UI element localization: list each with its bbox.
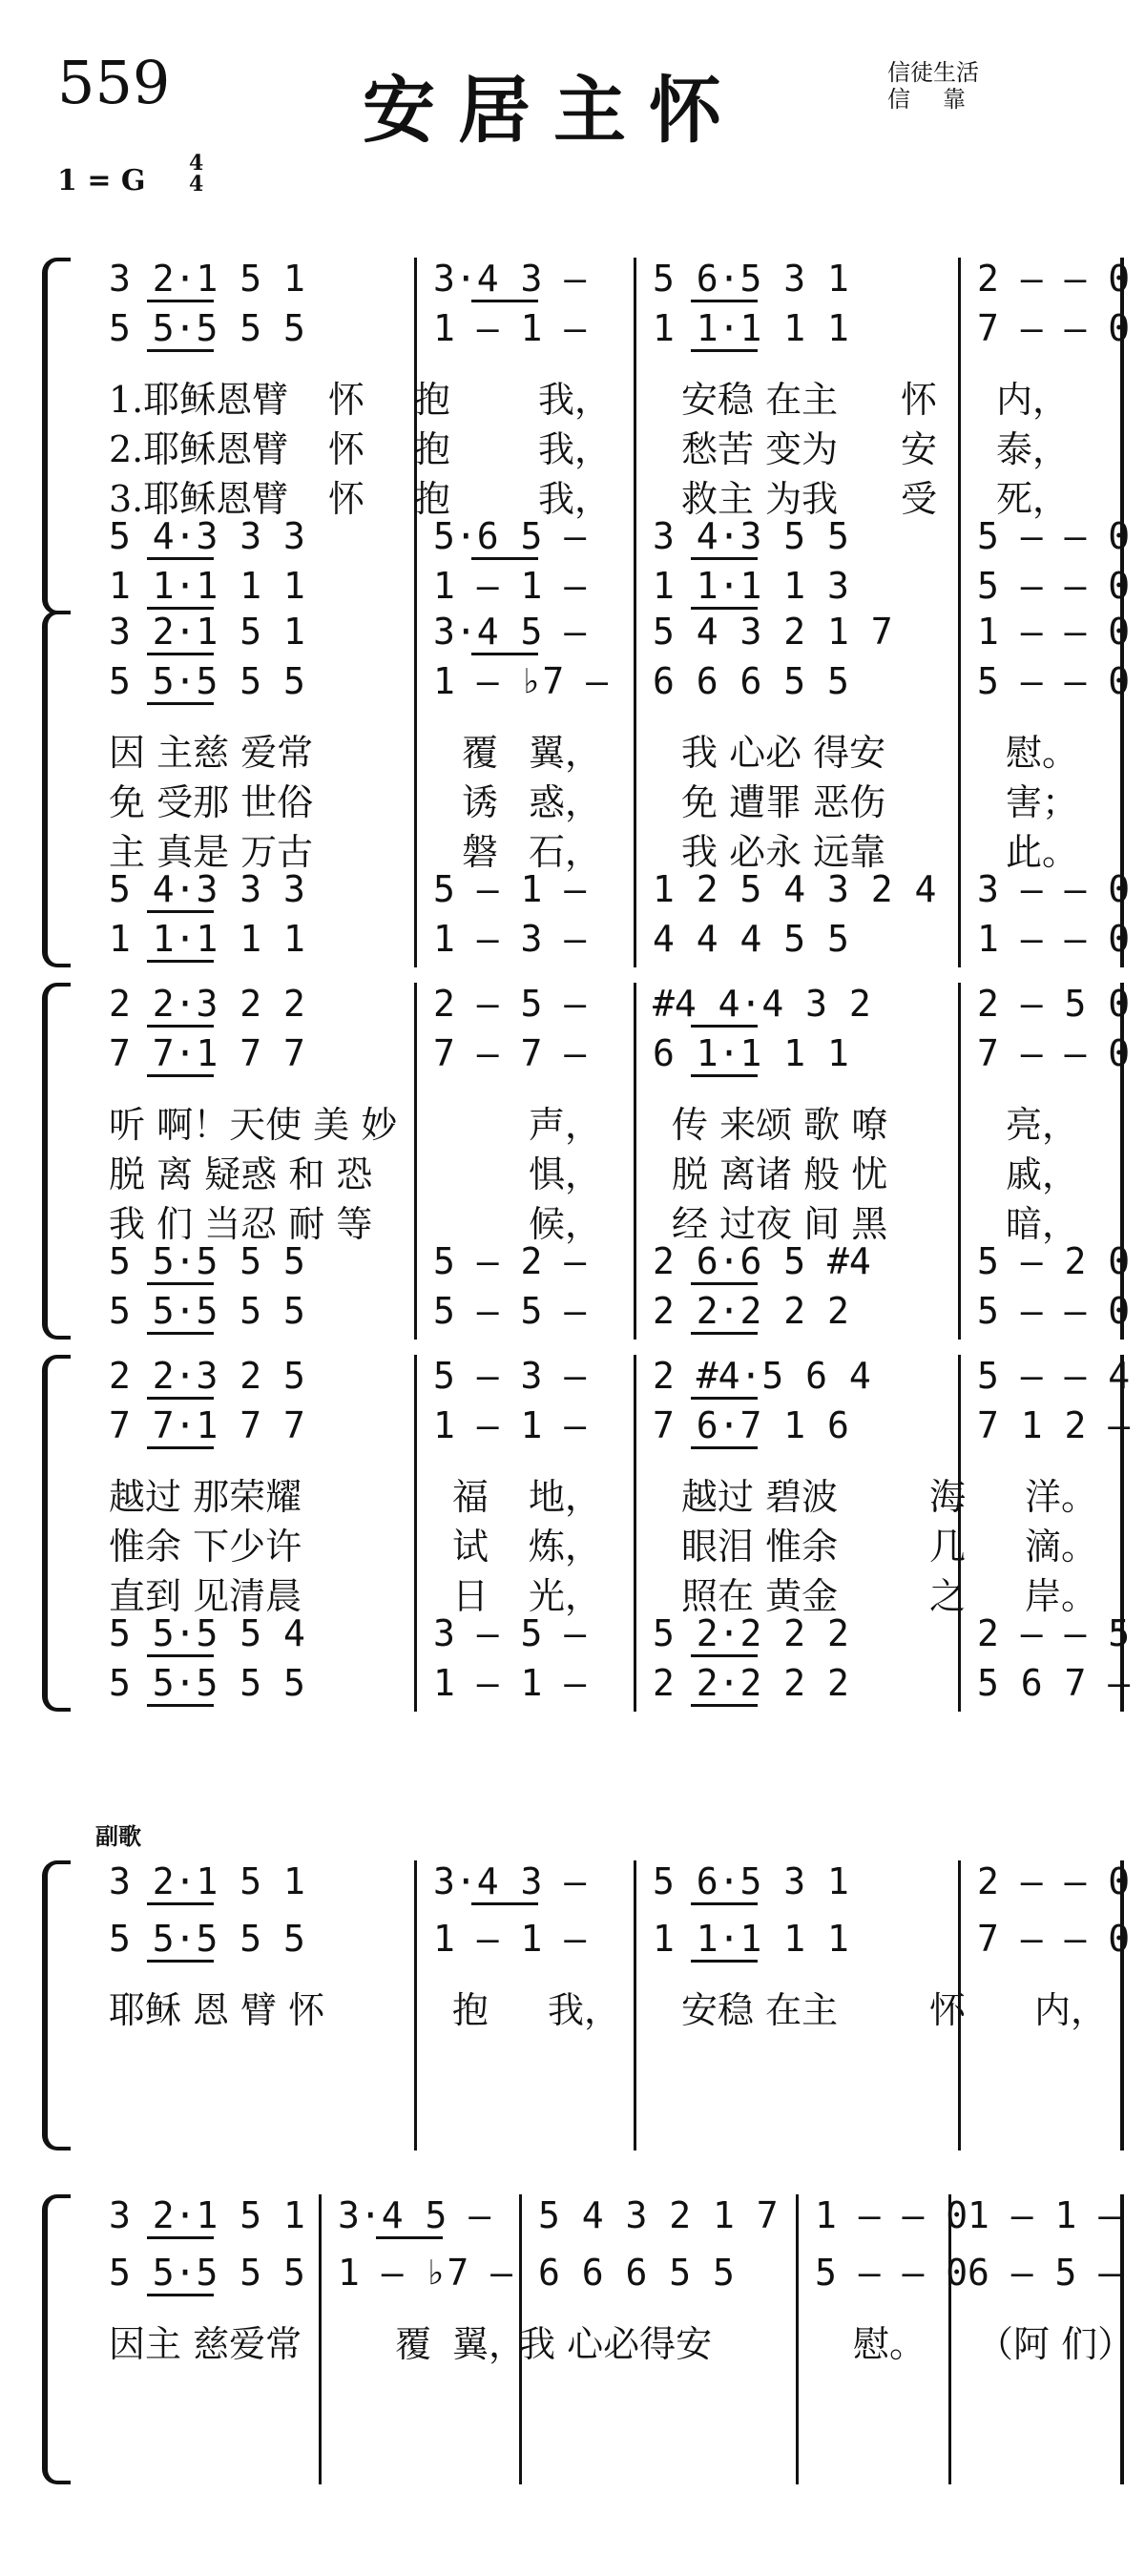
measure: 5 4·3 3 3 bbox=[109, 868, 305, 910]
lyric-segment: 滴。 bbox=[1025, 1526, 1098, 1568]
measure: 1 – – 0 bbox=[815, 2194, 968, 2236]
beam-underline bbox=[147, 2294, 214, 2296]
measure: 5 5·5 5 5 bbox=[109, 1662, 305, 1704]
measure: 2 – – 5 bbox=[977, 1612, 1131, 1654]
lyric-segment: 怀 bbox=[901, 379, 938, 421]
measure: 1 – 3 – bbox=[433, 918, 587, 960]
lyric-line bbox=[90, 1981, 1111, 2031]
measure: 6 6 6 5 5 bbox=[653, 660, 849, 702]
measure: 7 – – 0 bbox=[977, 1032, 1131, 1074]
lyric-segment: 诱 bbox=[462, 781, 499, 823]
notation-row bbox=[90, 2194, 1121, 2244]
measure: 1 – ♭7 – bbox=[338, 2252, 513, 2294]
beam-underline bbox=[691, 1960, 758, 1963]
measure: 3 2·1 5 1 bbox=[109, 258, 305, 300]
lyric-line bbox=[90, 1517, 1111, 1568]
lyric-line bbox=[90, 822, 1111, 873]
beam-underline bbox=[691, 1902, 758, 1905]
lyric-segment: 惟余 下少许 bbox=[109, 1526, 302, 1568]
measure: 1 – ♭7 – bbox=[433, 660, 609, 702]
beam-underline bbox=[376, 2236, 443, 2239]
measure: 1 1·1 1 1 bbox=[109, 918, 305, 960]
beam-underline bbox=[147, 300, 214, 302]
beam-underline bbox=[147, 1704, 214, 1707]
measure: 3 2·1 5 1 bbox=[109, 2194, 305, 2236]
beam-underline bbox=[471, 653, 538, 655]
measure: 1 – 1 – bbox=[433, 1662, 587, 1704]
measure: 5 6·5 3 1 bbox=[653, 258, 849, 300]
measure: 5 5·5 5 4 bbox=[109, 1612, 305, 1654]
music-system bbox=[42, 983, 1131, 1340]
lyric-line bbox=[90, 723, 1111, 774]
hymn-header bbox=[0, 0, 1145, 219]
lyric-segment: 我 们 当忍 耐 等 bbox=[109, 1203, 373, 1245]
lyric-line bbox=[90, 2315, 1135, 2365]
notation-row bbox=[90, 2252, 1121, 2301]
lyric-segment: 翼， bbox=[452, 2323, 526, 2365]
beam-underline bbox=[147, 702, 214, 705]
lyric-segment: 福 bbox=[452, 1476, 489, 1518]
credit-source: 信徒生活 bbox=[887, 59, 979, 86]
notation-row bbox=[90, 1612, 1131, 1662]
lyric-segment: 经 过夜 间 黑 bbox=[672, 1203, 888, 1245]
measure: 5 5·5 5 5 bbox=[109, 1290, 305, 1332]
lyric-segment: 我， bbox=[548, 1989, 621, 2031]
system-brace bbox=[42, 611, 71, 967]
lyric-segment: 石， bbox=[529, 831, 602, 873]
notation-row bbox=[90, 660, 1131, 710]
lyric-segment: 我 心必 得安 bbox=[681, 732, 886, 774]
measure: 6 6 6 5 5 bbox=[538, 2252, 735, 2294]
measure: 5 5·5 5 5 bbox=[109, 1918, 305, 1960]
lyric-segment: 越过 碧波 bbox=[681, 1476, 839, 1518]
lyric-segment: 慰。 bbox=[853, 2323, 926, 2365]
lyric-segment: 我 心必得安 bbox=[519, 2323, 713, 2365]
lyric-segment: 试 bbox=[452, 1526, 489, 1568]
lyric-segment: 照在 黄金 bbox=[681, 1575, 839, 1617]
barline bbox=[1120, 1860, 1124, 2150]
hymn-title: 安居主怀 bbox=[363, 68, 744, 153]
measure: 1 – 1 – bbox=[433, 565, 587, 607]
lyric-line bbox=[90, 773, 1111, 821]
measure: 3·4 3 – bbox=[433, 1860, 587, 1902]
lyric-segment: 愁苦 变为 bbox=[681, 428, 839, 470]
measure: 4 4 4 5 5 bbox=[653, 918, 849, 960]
hymn-credits bbox=[887, 59, 998, 113]
lyric-line bbox=[90, 1467, 1111, 1518]
measure: 5·6 5 – bbox=[433, 515, 587, 557]
lyric-segment: 磐 bbox=[462, 831, 499, 873]
measure: 2 – – 0 bbox=[977, 258, 1131, 300]
beam-underline bbox=[147, 349, 214, 352]
lyric-segment: 死， bbox=[996, 478, 1070, 520]
lyric-segment: 覆 bbox=[395, 2323, 432, 2365]
lyric-segment: 暗， bbox=[1006, 1203, 1079, 1245]
lyric-segment: 抱 bbox=[414, 478, 451, 520]
lyric-segment: 因 主慈 爱常 bbox=[109, 732, 314, 774]
lyric-segment: 惑， bbox=[529, 781, 602, 823]
beam-underline bbox=[147, 1332, 214, 1335]
beam-underline bbox=[691, 1397, 758, 1400]
beam-underline bbox=[147, 1282, 214, 1285]
notation-row bbox=[90, 611, 1131, 660]
lyric-segment: 怀 bbox=[929, 1989, 967, 2031]
measure: 5 – – 4 bbox=[977, 1355, 1131, 1397]
measure: 3·4 5 – bbox=[338, 2194, 491, 2236]
lyric-segment: 脱 离诸 般 忧 bbox=[672, 1153, 888, 1195]
lyric-segment: 几 bbox=[929, 1526, 967, 1568]
measure: 7 – 7 – bbox=[433, 1032, 587, 1074]
measure: 6 1·1 1 1 bbox=[653, 1032, 849, 1074]
system-brace bbox=[42, 1860, 71, 2150]
notation-row bbox=[90, 1240, 1131, 1290]
beam-underline bbox=[147, 1074, 214, 1077]
lyric-segment: 安 bbox=[901, 428, 938, 470]
music-system bbox=[42, 611, 1131, 967]
measure: 1 2 5 4 3 2 4 bbox=[653, 868, 937, 910]
notation-row bbox=[90, 1032, 1131, 1082]
beam-underline bbox=[691, 1332, 758, 1335]
beam-underline bbox=[691, 1282, 758, 1285]
measure: 2 – 5 – bbox=[433, 983, 587, 1025]
lyric-line bbox=[90, 1095, 1111, 1146]
measure: 5 – – 0 bbox=[815, 2252, 968, 2294]
measure: 5 5·5 5 5 bbox=[109, 1240, 305, 1282]
time-signature bbox=[189, 153, 203, 195]
measure: 3 2·1 5 1 bbox=[109, 1860, 305, 1902]
lyric-segment: 慰。 bbox=[1006, 732, 1079, 774]
lyric-segment: 害； bbox=[1006, 781, 1079, 823]
beam-underline bbox=[691, 1446, 758, 1449]
lyric-segment: 安稳 在主 bbox=[681, 379, 839, 421]
measure: 7 – – 0 bbox=[977, 1918, 1131, 1960]
measure: 1 1·1 1 1 bbox=[109, 565, 305, 607]
measure: 5 4·3 3 3 bbox=[109, 515, 305, 557]
measure: 7 – – 0 bbox=[977, 307, 1131, 349]
measure: 1 – 1 – bbox=[433, 1918, 587, 1960]
lyric-segment: 免 遭罪 恶伤 bbox=[681, 781, 886, 823]
measure: 1 1·1 1 1 bbox=[653, 1918, 849, 1960]
notation-row bbox=[90, 1918, 1131, 1967]
lyric-segment: 惧， bbox=[529, 1153, 602, 1195]
lyric-segment: 抱 bbox=[414, 379, 451, 421]
lyric-segment: 日 bbox=[452, 1575, 489, 1617]
lyric-segment: 因主 慈爱常 bbox=[109, 2323, 302, 2365]
lyric-segment: 戚， bbox=[1006, 1153, 1079, 1195]
measure: 7 6·7 1 6 bbox=[653, 1404, 849, 1446]
notation-row bbox=[90, 565, 1131, 614]
lyric-segment: 海 bbox=[929, 1476, 967, 1518]
measure: 7 7·1 7 7 bbox=[109, 1032, 305, 1074]
measure: 1 1·1 1 3 bbox=[653, 565, 849, 607]
measure: 1 1·1 1 1 bbox=[653, 307, 849, 349]
lyric-segment: 3.耶稣恩臂 bbox=[109, 478, 289, 520]
measure: 2 #4·5 6 4 bbox=[653, 1355, 871, 1397]
lyric-segment: 怀 bbox=[328, 478, 365, 520]
lyric-segment: 直到 见清晨 bbox=[109, 1575, 302, 1617]
measure: 5 – – 0 bbox=[977, 1290, 1131, 1332]
notation-row bbox=[90, 868, 1131, 918]
measure: 3·4 5 – bbox=[433, 611, 587, 653]
notation-row bbox=[90, 1662, 1131, 1712]
beam-underline bbox=[147, 1446, 214, 1449]
measure: 2 – – 0 bbox=[977, 1860, 1131, 1902]
notation-row bbox=[90, 983, 1131, 1032]
measure: 5 – 2 0 bbox=[977, 1240, 1131, 1282]
measure: 5 6·5 3 1 bbox=[653, 1860, 849, 1902]
lyric-line bbox=[90, 1567, 1111, 1617]
credit-author: 信靠 bbox=[887, 86, 998, 113]
lyric-segment: 我， bbox=[538, 379, 612, 421]
lyric-segment: 2.耶稣恩臂 bbox=[109, 428, 289, 470]
measure: 3·4 3 – bbox=[433, 258, 587, 300]
beam-underline bbox=[147, 653, 214, 655]
beam-underline bbox=[691, 1025, 758, 1028]
lyric-segment: 我 必永 远靠 bbox=[681, 831, 886, 873]
measure: 5 – – 0 bbox=[977, 565, 1131, 607]
measure: 1 – 1 – bbox=[968, 2194, 1121, 2236]
measure: 2 6·6 5 #4 bbox=[653, 1240, 871, 1282]
lyric-line bbox=[90, 420, 1111, 470]
measure: 6 – 5 – bbox=[968, 2252, 1121, 2294]
notation-row bbox=[90, 1404, 1131, 1454]
measure: 5 5·5 5 5 bbox=[109, 660, 305, 702]
beam-underline bbox=[147, 1654, 214, 1657]
notation-row bbox=[90, 307, 1131, 357]
beam-underline bbox=[691, 557, 758, 560]
lyric-segment: 光， bbox=[529, 1575, 602, 1617]
notation-row bbox=[90, 1355, 1131, 1404]
system-brace bbox=[42, 2194, 71, 2484]
lyric-segment: 地， bbox=[529, 1476, 602, 1518]
beam-underline bbox=[147, 910, 214, 913]
measure: 5 – – 0 bbox=[977, 515, 1131, 557]
notation-row bbox=[90, 918, 1131, 967]
measure: 7 7·1 7 7 bbox=[109, 1404, 305, 1446]
beam-underline bbox=[147, 1397, 214, 1400]
measure: 2 2·2 2 2 bbox=[653, 1662, 849, 1704]
lyric-segment: 免 受那 世俗 bbox=[109, 781, 314, 823]
measure: 5 2·2 2 2 bbox=[653, 1612, 849, 1654]
measure: 3 4·3 5 5 bbox=[653, 515, 849, 557]
music-system bbox=[42, 258, 1131, 614]
lyric-segment: 岸。 bbox=[1025, 1575, 1098, 1617]
beam-underline bbox=[147, 1960, 214, 1963]
measure: 5 – 2 – bbox=[433, 1240, 587, 1282]
lyric-line bbox=[90, 1145, 1111, 1193]
hymn-number: 559 bbox=[57, 48, 171, 117]
measure: 5 4 3 2 1 7 bbox=[538, 2194, 779, 2236]
lyric-segment: 救主 为我 bbox=[681, 478, 839, 520]
measure: 5 – 3 – bbox=[433, 1355, 587, 1397]
system-brace bbox=[42, 1355, 71, 1712]
beam-underline bbox=[147, 1025, 214, 1028]
lyric-line bbox=[90, 1195, 1111, 1245]
beam-underline bbox=[691, 1654, 758, 1657]
measure: 1 – 1 – bbox=[433, 307, 587, 349]
time-top: 4 bbox=[189, 151, 204, 176]
lyric-segment: 我， bbox=[538, 428, 612, 470]
notation-row bbox=[90, 258, 1131, 307]
system-brace bbox=[42, 983, 71, 1340]
measure: 1 – 1 – bbox=[433, 1404, 587, 1446]
beam-underline bbox=[691, 607, 758, 610]
beam-underline bbox=[691, 1074, 758, 1077]
lyric-line bbox=[90, 469, 1111, 520]
music-system bbox=[42, 2194, 1135, 2484]
beam-underline bbox=[691, 1704, 758, 1707]
lyric-segment: 亮， bbox=[1006, 1104, 1079, 1146]
key-signature: 1 = G bbox=[57, 164, 146, 197]
measure: 2 2·3 2 5 bbox=[109, 1355, 305, 1397]
measure: 5 – – 0 bbox=[977, 660, 1131, 702]
lyric-segment: 内， bbox=[1034, 1989, 1108, 2031]
measure: 5 4 3 2 1 7 bbox=[653, 611, 893, 653]
beam-underline bbox=[147, 960, 214, 963]
notation-row bbox=[90, 1860, 1131, 1910]
lyric-segment: 越过 那荣耀 bbox=[109, 1476, 302, 1518]
lyric-segment: 覆 bbox=[462, 732, 499, 774]
system-brace bbox=[42, 258, 71, 614]
notation-row bbox=[90, 515, 1131, 565]
lyric-segment: 受 bbox=[901, 478, 938, 520]
lyric-line bbox=[90, 370, 1111, 421]
beam-underline bbox=[147, 2236, 214, 2239]
beam-underline bbox=[691, 300, 758, 302]
measure: 7 1 2 – bbox=[977, 1404, 1131, 1446]
measure: 1 – – 0 bbox=[977, 611, 1131, 653]
beam-underline bbox=[471, 557, 538, 560]
measure: 3 2·1 5 1 bbox=[109, 611, 305, 653]
lyric-segment: 脱 离 疑惑 和 恐 bbox=[109, 1153, 373, 1195]
measure: 5 – 1 – bbox=[433, 868, 587, 910]
measure: 5 6 7 – bbox=[977, 1662, 1131, 1704]
measure: 5 5·5 5 5 bbox=[109, 307, 305, 349]
measure: 2 – 5 0 bbox=[977, 983, 1131, 1025]
measure: #4 4·4 3 2 bbox=[653, 983, 871, 1025]
lyric-segment: （阿 们） bbox=[977, 2323, 1135, 2365]
lyric-segment: 洋。 bbox=[1025, 1476, 1098, 1518]
time-bottom: 4 bbox=[189, 172, 204, 197]
lyric-segment: 之 bbox=[929, 1575, 967, 1617]
beam-underline bbox=[147, 1902, 214, 1905]
lyric-segment: 1.耶稣恩臂 bbox=[109, 379, 289, 421]
lyric-segment: 怀 bbox=[328, 428, 365, 470]
lyric-segment: 声， bbox=[529, 1104, 602, 1146]
lyric-segment: 听 啊！天使 美 妙 bbox=[109, 1104, 398, 1146]
chorus-label: 副歌 bbox=[95, 1822, 141, 1850]
measure: 5 – 5 – bbox=[433, 1290, 587, 1332]
lyric-segment: 安稳 在主 bbox=[681, 1989, 839, 2031]
lyric-segment: 怀 bbox=[328, 379, 365, 421]
lyric-segment: 炼， bbox=[529, 1526, 602, 1568]
lyric-segment: 抱 bbox=[414, 428, 451, 470]
measure: 5 5·5 5 5 bbox=[109, 2252, 305, 2294]
lyric-segment: 耶稣 恩 臂 怀 bbox=[109, 1989, 325, 2031]
measure: 2 2·3 2 2 bbox=[109, 983, 305, 1025]
lyric-segment: 主 真是 万古 bbox=[109, 831, 314, 873]
lyric-segment: 传 来颂 歌 嘹 bbox=[672, 1104, 888, 1146]
beam-underline bbox=[471, 1902, 538, 1905]
measure: 3 – – 0 bbox=[977, 868, 1131, 910]
lyric-segment: 候， bbox=[529, 1203, 602, 1245]
music-system bbox=[42, 1860, 1131, 2150]
measure: 1 – – 0 bbox=[977, 918, 1131, 960]
lyric-segment: 抱 bbox=[452, 1989, 489, 2031]
beam-underline bbox=[691, 349, 758, 352]
lyric-segment: 我， bbox=[538, 478, 612, 520]
lyric-segment: 泰， bbox=[996, 428, 1070, 470]
lyric-segment: 眼泪 惟余 bbox=[681, 1526, 839, 1568]
beam-underline bbox=[471, 300, 538, 302]
measure: 3 – 5 – bbox=[433, 1612, 587, 1654]
lyric-segment: 内， bbox=[996, 379, 1070, 421]
notation-row bbox=[90, 1290, 1131, 1340]
lyric-segment: 此。 bbox=[1006, 831, 1079, 873]
music-system bbox=[42, 1355, 1131, 1712]
beam-underline bbox=[147, 607, 214, 610]
measure: 2 2·2 2 2 bbox=[653, 1290, 849, 1332]
beam-underline bbox=[147, 557, 214, 560]
lyric-segment: 翼， bbox=[529, 732, 602, 774]
